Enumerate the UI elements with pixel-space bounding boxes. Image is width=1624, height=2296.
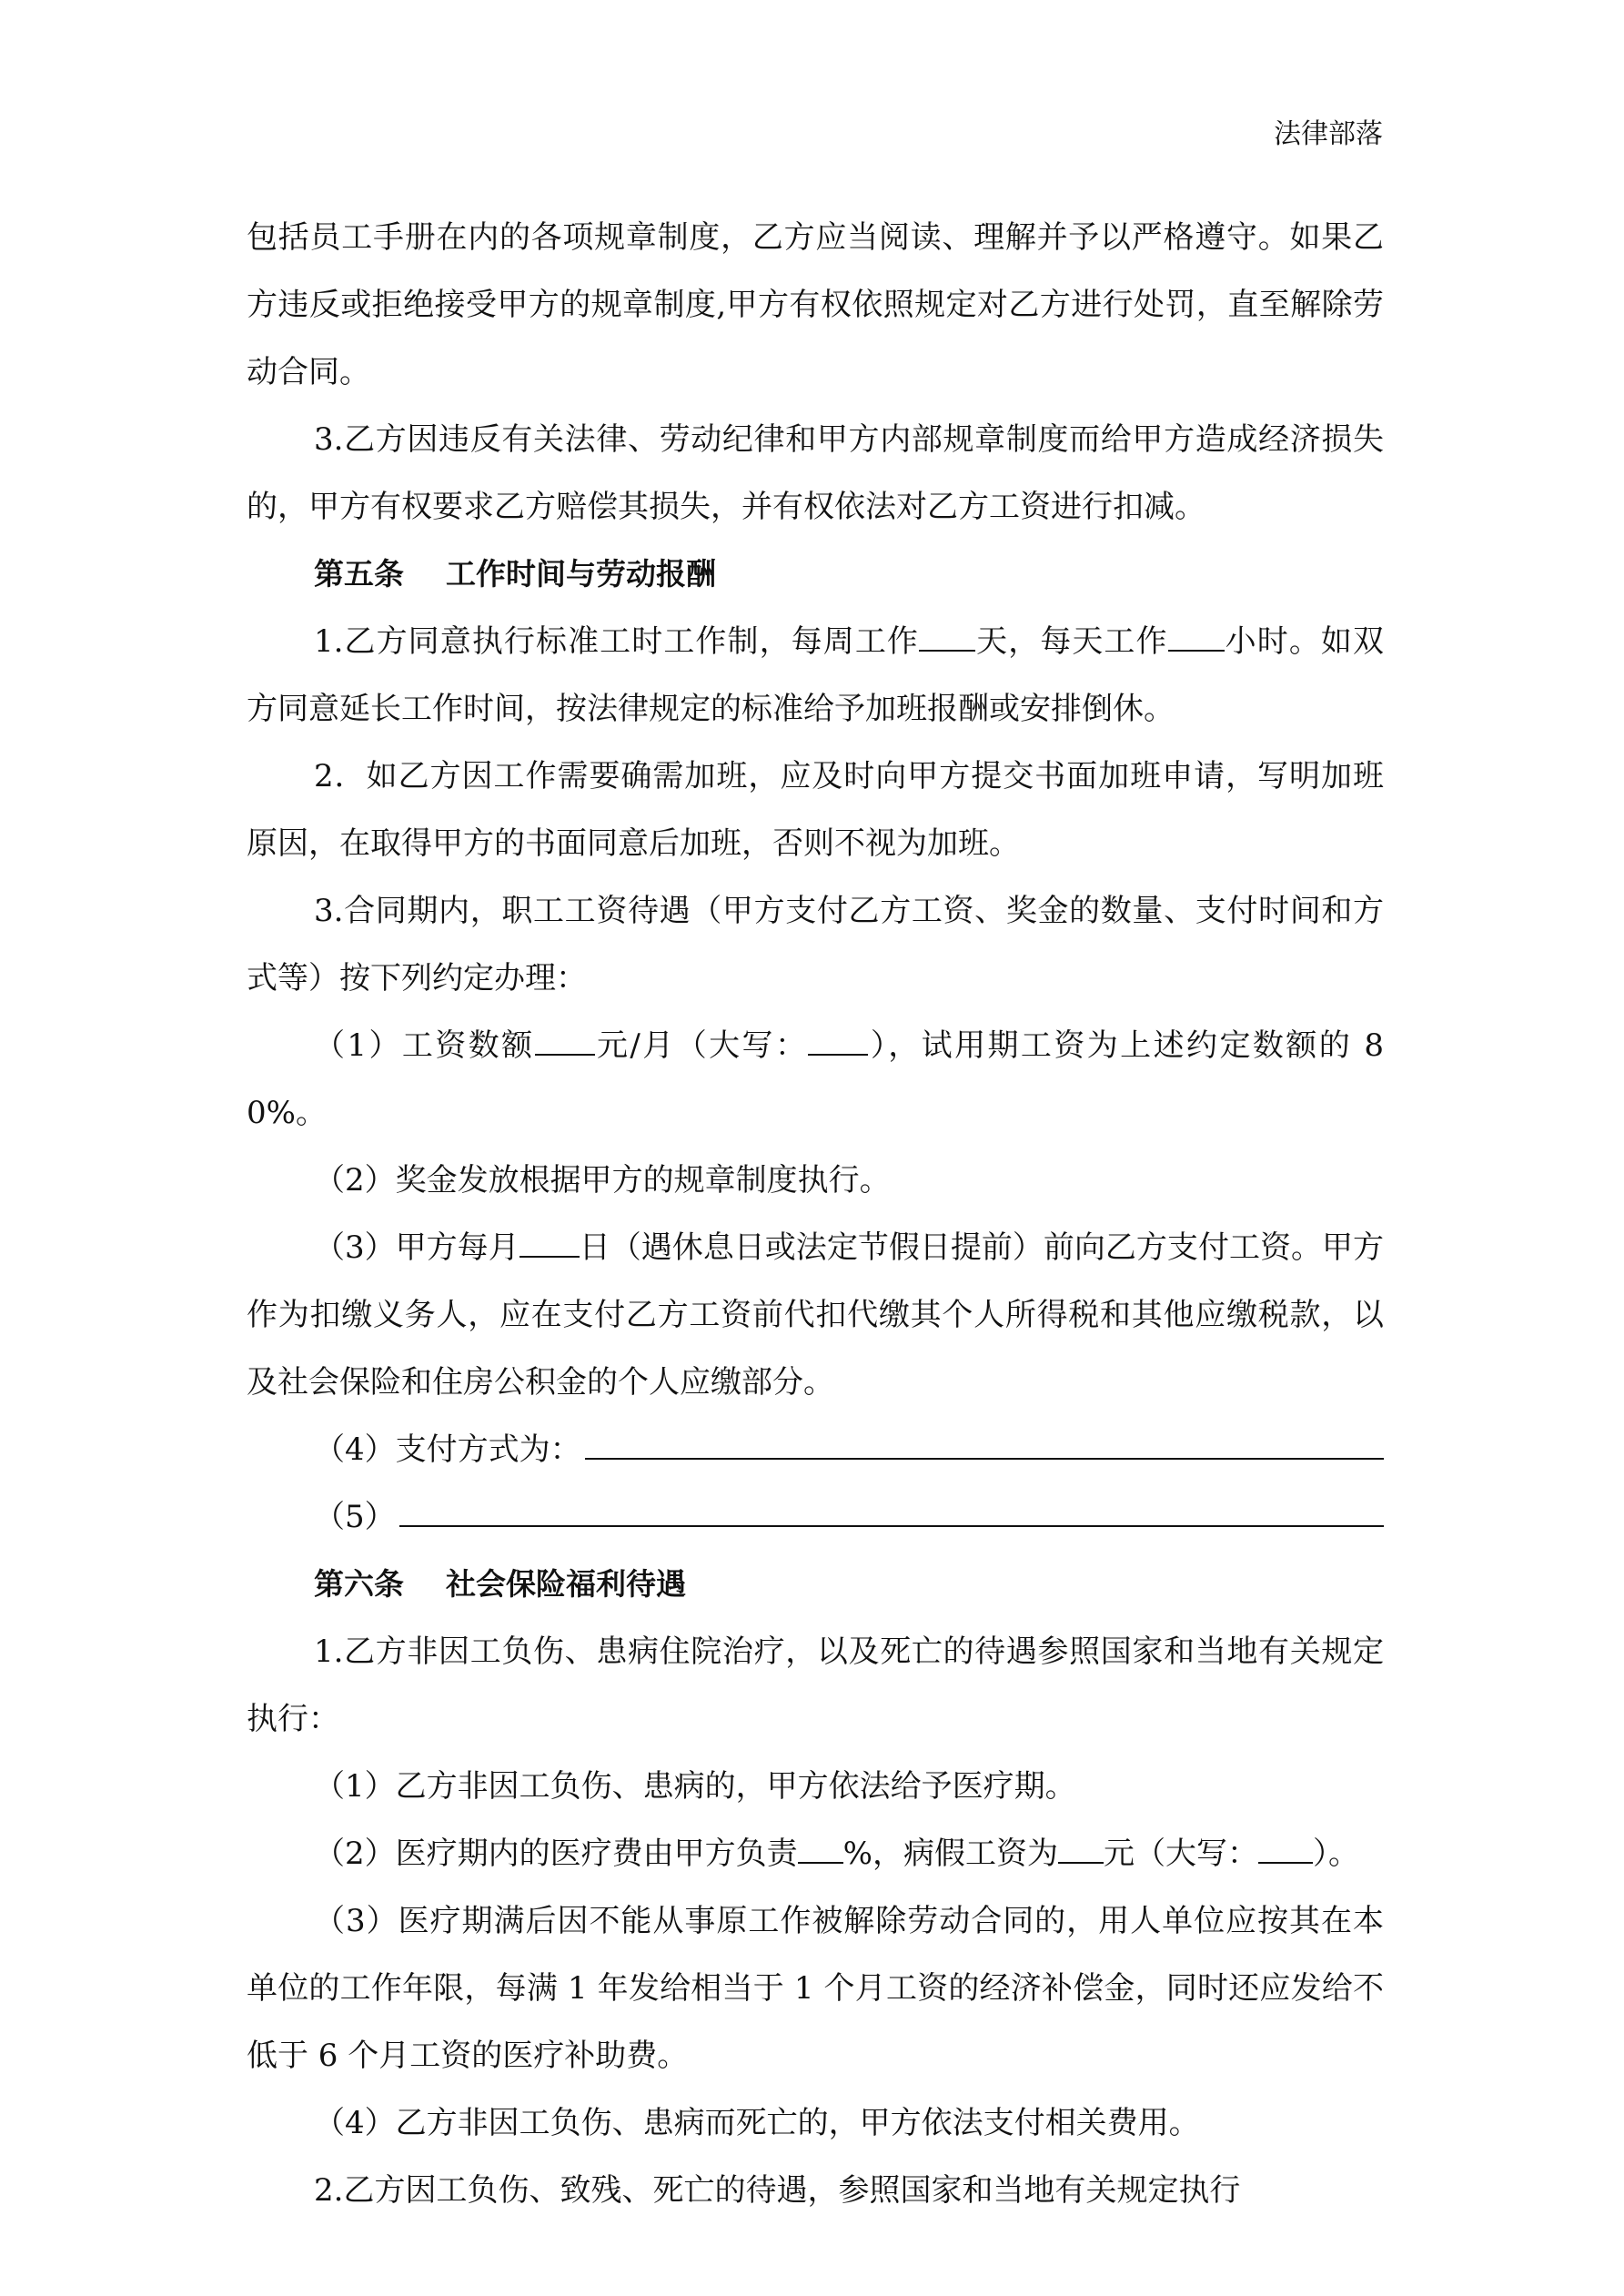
paragraph-non-work-injury: 1.乙方非因工负伤、患病住院治疗，以及死亡的待遇参照国家和当地有关规定执行： [247,1633,1384,1737]
paragraph-medical-period: （1）乙方非因工负伤、患病的，甲方依法给予医疗期。 [314,1768,1076,1805]
article-6-heading [247,1551,1384,1618]
medical-text-c: 元（大写： [1103,1836,1258,1872]
paragraph-overtime: 2．如乙方因工作需要确需加班，应及时向甲方提交书面加班申请，写明加班原因，在取得甲方的书面同意后加班，否则不视为加班。 [247,758,1384,862]
article-5-title: 工作时间与劳动报酬 [446,556,716,592]
medical-text-d: ）。 [1312,1836,1359,1872]
pay-day-blank [519,1229,580,1258]
paragraph-salary-amount [247,1012,1384,1147]
paragraph-salary-terms: 3.合同期内，职工工资待遇（甲方支付乙方工资、奖金的数量、支付时间和方式等）按下列约定办理： [247,893,1384,996]
hours-per-day-blank [1168,622,1225,652]
paragraph-medical-expenses [247,1820,1384,1887]
paragraph-pay-date [247,1214,1384,1416]
paragraph-work-injury: 2.乙方因工负伤、致残、死亡的待遇，参照国家和当地有关规定执行 [314,2172,1241,2209]
item-5-label: （5） [314,1499,396,1535]
medical-text-b: %，病假工资为 [842,1836,1058,1872]
working-hours-text-c: 小时。如双方同意延长工作时间，按法律规定的标准给予加班报酬或安排倒休。 [247,623,1384,727]
paragraph-bonus: （2）奖金发放根据甲方的规章制度执行。 [314,1162,891,1199]
salary-uppercase-blank [808,1027,868,1056]
article-6-number: 第六条 [314,1566,404,1602]
paragraph-compensation-loss: 3.乙方因违反有关法律、劳动纪律和甲方内部规章制度而给甲方造成经济损失的，甲方有权要求乙方赔偿其损失，并有权依法对乙方工资进行扣减。 [247,421,1384,525]
paragraph-working-hours [247,608,1384,743]
salary-amount-blank [535,1027,595,1056]
document-body [247,204,1384,2224]
medical-percent-blank [798,1835,843,1864]
payment-method-line [585,1432,1384,1460]
sick-pay-blank [1058,1835,1104,1864]
pay-date-text-b: 日（遇休息日或法定节假日提前）前向乙方支付工资。甲方作为扣缴义务人，应在支付乙方工资前代扣代缴其个人所得税和其他应缴税款，以及社会保险和住房公积金的个人应缴部分。 [247,1229,1384,1401]
days-per-week-blank [919,622,975,652]
salary-text-c: ），试用期工资为上述约定数额的 80%。 [247,1027,1384,1131]
medical-text-a: （2）医疗期内的医疗费由甲方负责 [314,1836,798,1872]
article-6-title: 社会保险福利待遇 [446,1566,686,1602]
payment-method-row [247,1416,1384,1483]
payment-method-label: （4）支付方式为： [314,1431,581,1468]
article-5-heading [247,541,1384,608]
working-hours-text-a: 1.乙方同意执行标准工时工作制，每周工作 [314,623,919,660]
sick-pay-uppercase-blank [1258,1835,1313,1864]
header-title: 法律部落 [1274,118,1383,150]
item-5-line [399,1500,1384,1527]
paragraph-death-expenses: （4）乙方非因工负伤、患病而死亡的，甲方依法支付相关费用。 [314,2105,1200,2141]
article-5-number: 第五条 [314,556,404,592]
paragraph-rules-compliance: 包括员工手册在内的各项规章制度，乙方应当阅读、理解并予以严格遵守。如果乙方违反或拒绝接受甲方的规章制度,甲方有权依照规定对乙方进行处罚，直至解除劳动合同。 [247,219,1384,390]
salary-text-a: （1）工资数额 [314,1027,535,1064]
paragraph-termination-compensation: （3）医疗期满后因不能从事原工作被解除劳动合同的，用人单位应按其在本单位的工作年限，每满 1 年发给相当于 1 个月工资的经济补偿金，同时还应发给不低于 6 个月工资的医疗补助费。 [247,1903,1384,2074]
salary-text-b: 元/月（大写： [594,1027,809,1064]
pay-date-text-a: （3）甲方每月 [314,1229,519,1266]
working-hours-text-b: 天，每天工作 [975,623,1168,660]
item-5-row [247,1483,1384,1551]
